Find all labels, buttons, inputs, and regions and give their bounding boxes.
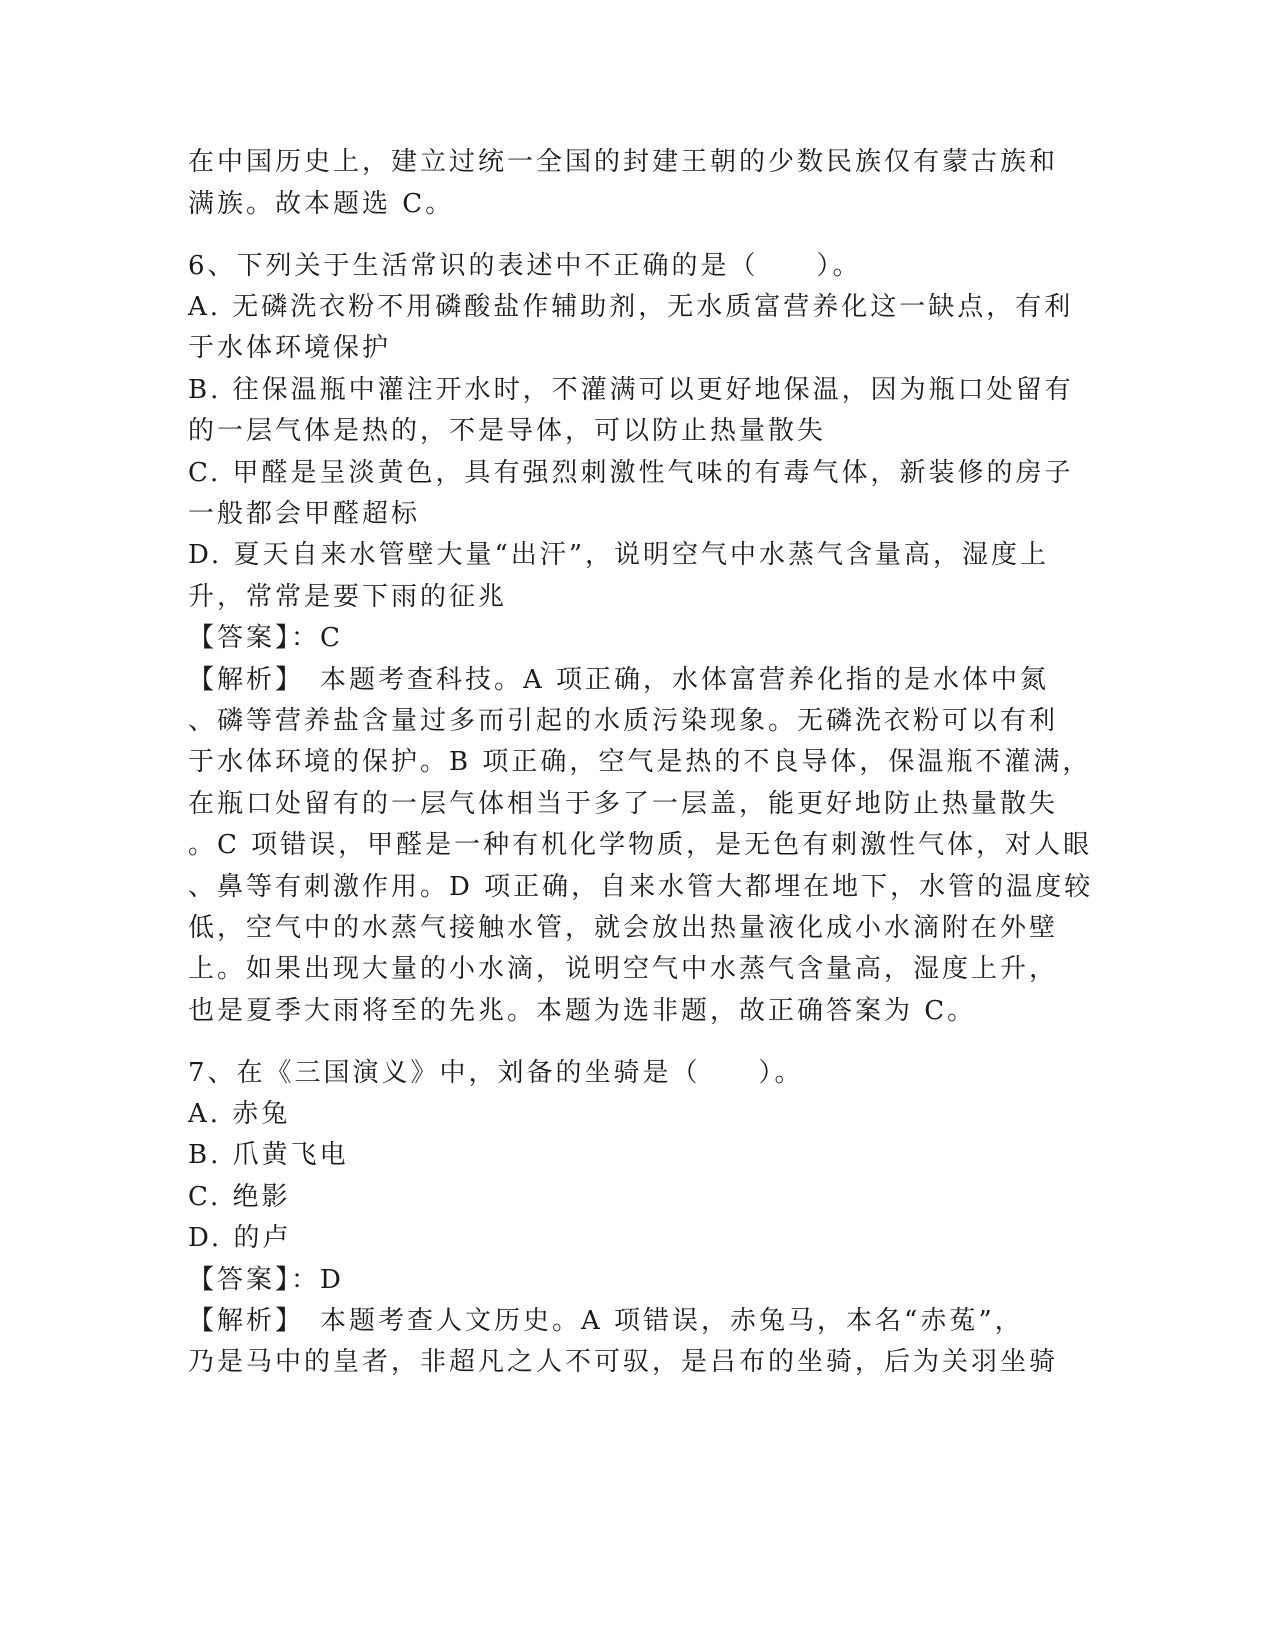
question-6-stem: 6、下列关于生活常识的表述中不正确的是（ ）。	[188, 251, 862, 281]
answer-line: 【答案】：D	[188, 1265, 344, 1295]
explanation-line: 在瓶口处留有的一层气体相当于多了一层盖，能更好地防止热量散失	[188, 789, 1059, 819]
option-b-line: B. 往保温瓶中灌注开水时，不灌满可以更好地保温，因为瓶口处留有	[188, 375, 1074, 405]
option-a-line: A. 无磷洗衣粉不用磷酸盐作辅助剂，无水质富营养化这一缺点，有利	[188, 292, 1074, 322]
explanation-line: 。C 项错误，甲醛是一种有机化学物质，是无色有刺激性气体，对人眼	[188, 830, 1093, 860]
explanation-line: 于水体环境的保护。B 项正确，空气是热的不良导体，保温瓶不灌满，	[188, 747, 1092, 777]
explanation-line: 上。如果出现大量的小水滴，说明空气中水蒸气含量高，湿度上升，	[188, 954, 1059, 984]
explanation-line: 、鼻等有刺激作用。D 项正确，自来水管大都埋在地下，水管的温度较	[188, 872, 1094, 902]
option-d-line: D. 夏天自来水管壁大量“出汗”，说明空气中水蒸气含量高，湿度上	[188, 540, 1050, 570]
text-line: 在中国历史上，建立过统一全国的封建王朝的少数民族仅有蒙古族和	[188, 147, 1059, 177]
option-c-line: C. 绝影	[188, 1182, 291, 1212]
option-d-line: 升，常常是要下雨的征兆	[188, 582, 508, 612]
explanation-line: 【解析】 本题考查人文历史。A 项错误，赤兔马，本名“赤菟”，	[188, 1306, 1024, 1336]
explanation-line: 也是夏季大雨将至的先兆。本题为选非题，故正确答案为 C。	[188, 996, 977, 1026]
option-c-line: C. 甲醛是呈淡黄色，具有强烈刺激性气味的有毒气体，新装修的房子	[188, 458, 1074, 488]
text-line: 满族。故本题选 C。	[188, 189, 455, 219]
explanation-line: 【解析】 本题考查科技。A 项正确，水体富营养化指的是水体中氮	[188, 665, 1050, 695]
option-d-line: D. 的卢	[188, 1223, 292, 1253]
option-b-line: B. 爪黄飞电	[188, 1140, 349, 1170]
option-a-line: 于水体环境保护	[188, 333, 392, 363]
explanation-line: 、磷等营养盐含量过多而引起的水质污染现象。无磷洗衣粉可以有利	[188, 706, 1059, 736]
explanation-line: 低，空气中的水蒸气接触水管，就会放出热量液化成小水滴附在外壁	[188, 913, 1059, 943]
question-7-stem: 7、在《三国演义》中，刘备的坐骑是（ ）。	[188, 1058, 804, 1088]
option-a-line: A. 赤兔	[188, 1099, 291, 1129]
explanation-line: 乃是马中的皇者，非超凡之人不可驭，是吕布的坐骑，后为关羽坐骑	[188, 1347, 1059, 1377]
answer-line: 【答案】：C	[188, 623, 343, 653]
option-b-line: 的一层气体是热的，不是导体，可以防止热量散失	[188, 416, 827, 446]
option-c-line: 一般都会甲醛超标	[188, 499, 421, 529]
